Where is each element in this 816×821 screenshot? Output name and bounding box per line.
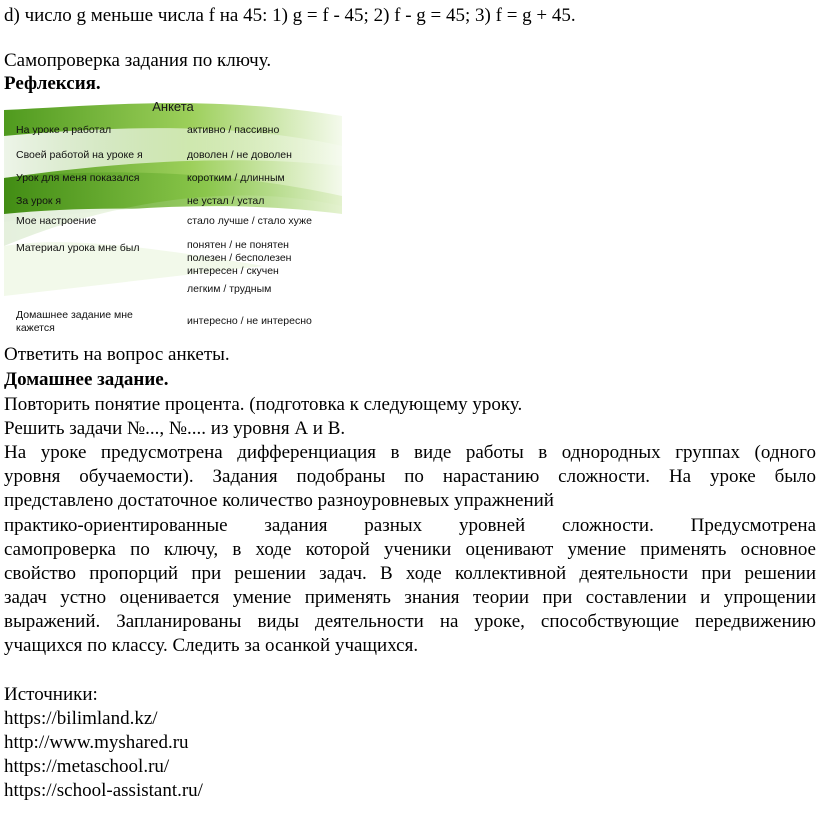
- paragraph-line: уровня обучаемости). Задания подобраны по нарастанию сложности. На уроке было: [4, 466, 816, 487]
- source-link: https://school-assistant.ru/: [4, 780, 203, 801]
- paragraph-line: выражений. Запланированы виды деятельности на уроке, способствующие передвижению: [4, 611, 816, 632]
- homework-item: Повторить понятие процента. (подготовка к следующему уроку.: [4, 394, 523, 415]
- homework-item: Решить задачи №..., №.... из уровня А и В.: [4, 418, 346, 439]
- answer-line: Ответить на вопрос анкеты.: [4, 344, 230, 365]
- paragraph-line: учащихся по классу. Следить за осанкой учащихся.: [4, 635, 419, 656]
- anketa-question: На уроке я работал: [16, 124, 112, 136]
- anketa-answer: активно / пассивно: [187, 124, 280, 136]
- source-link: http://www.myshared.ru: [4, 732, 189, 753]
- anketa-answer: полезен / бесполезен: [187, 252, 292, 264]
- anketa-answer: интересен / скучен: [187, 265, 279, 277]
- paragraph-line: представлено достаточное количество разноуровневых упражнений: [4, 490, 554, 511]
- anketa-answer: не устал / устал: [187, 195, 265, 207]
- anketa-question: Домашнее задание мне кажется: [16, 309, 133, 334]
- paragraph-line: самопроверка по ключу, в ходе которой ученики оценивают умение применять основное: [4, 539, 816, 560]
- sources-heading: Источники:: [4, 684, 98, 705]
- anketa-answer: интересно / не интересно: [187, 315, 312, 327]
- paragraph-line: свойство пропорций при решении задач. В ходе коллективной деятельности при решении: [4, 563, 816, 584]
- self-check-line: Самопроверка задания по ключу.: [4, 50, 272, 71]
- anketa-answer: коротким / длинным: [187, 172, 285, 184]
- paragraph-line: задач устно оценивается умение применять знания теории при составлении и упрощении: [4, 587, 816, 608]
- anketa-answer: доволен / не доволен: [187, 149, 292, 161]
- anketa-question: За урок я: [16, 195, 62, 207]
- anketa-answer: понятен / не понятен: [187, 239, 289, 251]
- paragraph-line: На уроке предусмотрена дифференциация в виде работы в однородных группах (одного: [4, 442, 816, 463]
- task-d-line: d) число g меньше числа f на 45: 1) g = f - 45; 2) f - g = 45; 3) f = g + 45.: [4, 5, 576, 26]
- paragraph-line: практико-ориентированные задания разных уровней сложности. Предусмотрена: [4, 515, 816, 536]
- anketa-question: Материал урока мне был: [16, 242, 140, 254]
- anketa-answer: легким / трудным: [187, 283, 272, 295]
- anketa-question: Урок для меня показался: [16, 172, 140, 184]
- source-link: https://bilimland.kz/: [4, 708, 158, 729]
- anketa-title: Анкета: [152, 99, 194, 114]
- anketa-image: [4, 96, 342, 338]
- anketa-question: Мое настроение: [16, 215, 97, 227]
- anketa-question: Своей работой на уроке я: [16, 149, 143, 161]
- homework-heading: Домашнее задание.: [4, 369, 169, 390]
- reflection-heading: Рефлексия.: [4, 73, 101, 94]
- source-link: https://metaschool.ru/: [4, 756, 170, 777]
- anketa-answer: стало лучше / стало хуже: [187, 215, 312, 227]
